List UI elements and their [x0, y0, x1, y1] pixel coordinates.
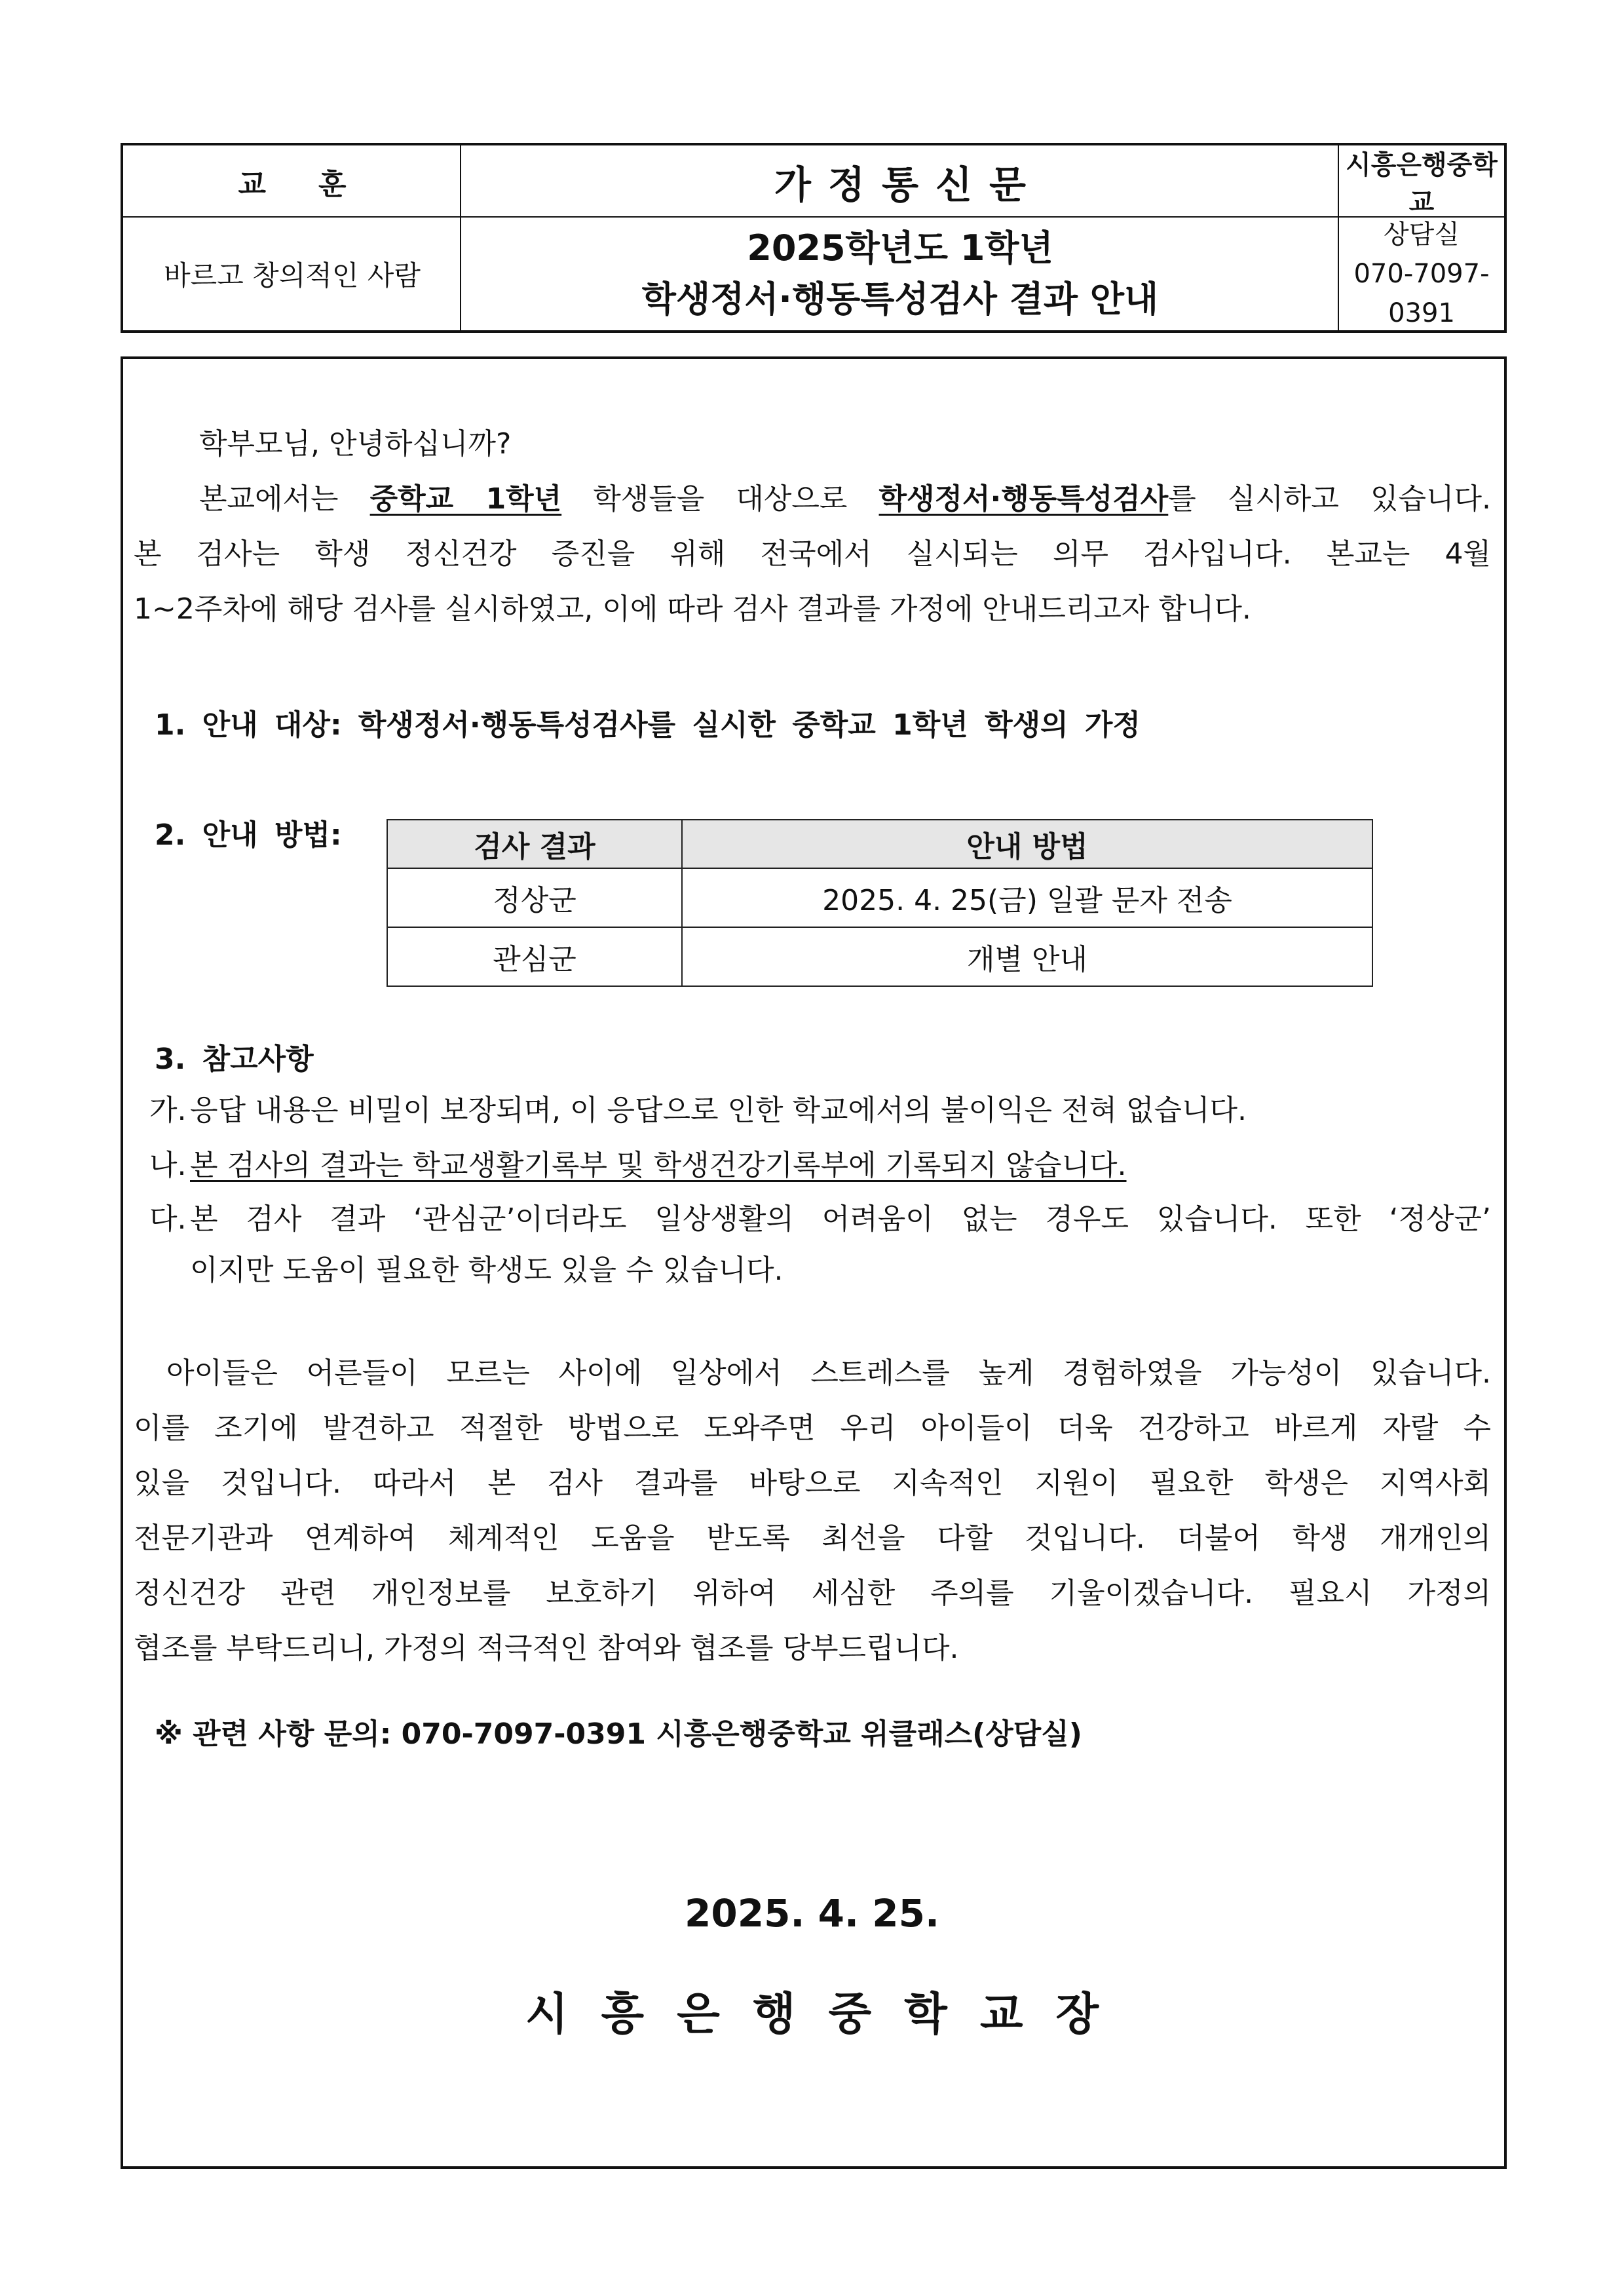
principal-signature: 시흥은행중학교장	[525, 1989, 1132, 2040]
issue-date: 2025. 4. 25.	[685, 1891, 939, 1936]
section-1-target: 1. 안내 대상: 학생정서·행동특성검사를 실시한 중학교 1학년 학생의 가정	[155, 708, 1141, 742]
table-cell: 2025. 4. 25(금) 일괄 문자 전송	[682, 868, 1372, 927]
test-name: 학생정서·행동특성검사	[878, 482, 1169, 516]
section-3-title: 3. 참고사항	[155, 1043, 314, 1076]
intro-text: 를 실시하고 있습니다.	[1168, 482, 1491, 516]
table-header-row	[387, 820, 1372, 868]
greeting: 학부모님, 안녕하십니까?	[199, 427, 512, 461]
school-motto: 바르고 창의적인 사람	[164, 259, 421, 292]
table-header: 검사 결과	[387, 820, 682, 868]
closing-line: 전문기관과 연계하여 체계적인 도움을 받도록 최선을 다할 것입니다. 더불어 학생 개개인의	[134, 1521, 1491, 1555]
subtitle-line1: 2025학년도 1학년	[747, 227, 1053, 269]
table-header: 안내 방법	[682, 820, 1372, 868]
note-item	[149, 1085, 1491, 1136]
closing-line: 있을 것입니다. 따라서 본 검사 결과를 바탕으로 지속적인 지원이 필요한 학생은 지역사회	[134, 1466, 1491, 1500]
note-text: 응답 내용은 비밀이 보장되며, 이 응답으로 인한 학교에서의 불이익은 전혀 없습니다.	[190, 1094, 1247, 1127]
intro-line-2: 본 검사는 학생 정신건강 증진을 위해 전국에서 실시되는 의무 검사입니다. 본교는 4월	[134, 537, 1491, 571]
target-grade: 중학교 1학년	[369, 482, 562, 516]
note-label: 다.	[149, 1202, 187, 1236]
intro-line-3: 1~2주차에 해당 검사를 실시하였고, 이에 따라 검사 결과를 가정에 안내드리고자 합니다.	[134, 592, 1251, 626]
table-cell: 개별 안내	[682, 927, 1372, 986]
note-item	[149, 1194, 1491, 1296]
contact-office: 상담실	[1384, 220, 1460, 250]
intro-text: 학생들을 대상으로	[561, 482, 879, 516]
closing-line: 정신건강 관련 개인정보를 보호하기 위하여 세심한 주의를 기울이겠습니다. 필요시 가정의	[134, 1577, 1491, 1610]
closing-paragraph	[134, 1346, 1491, 1676]
intro-text: 본교에서는	[199, 482, 370, 516]
table-cell: 정상군	[387, 868, 682, 927]
table-cell: 관심군	[387, 927, 682, 986]
note-line	[149, 1194, 1491, 1245]
intro-paragraph	[134, 417, 1491, 637]
closing-line: 협조를 부탁드리니, 가정의 적극적인 참여와 협조를 당부드립니다.	[134, 1632, 959, 1665]
header-table	[121, 143, 1507, 333]
header-contact	[1339, 218, 1504, 330]
closing-line: 이를 조기에 발견하고 적절한 방법으로 도와주면 우리 아이들이 더욱 건강하고 바르게 자랄 수	[134, 1411, 1491, 1445]
table-row	[387, 868, 1372, 927]
method-table	[387, 819, 1373, 987]
intro-line-1	[134, 472, 1491, 527]
motto-label: 교훈	[238, 168, 399, 201]
closing-line: 아이들은 어른들이 모르는 사이에 일상에서 스트레스를 높게 경험하였을 가능성이 있습니다.	[166, 1356, 1491, 1390]
school-name: 시흥은행중학교	[1346, 150, 1498, 218]
note-label: 나.	[149, 1149, 187, 1182]
doc-type-title: 가정통신문	[774, 163, 1044, 207]
subtitle-line2: 학생정서·행동특성검사 결과 안내	[641, 278, 1159, 320]
section-2-title: 2. 안내 방법:	[155, 818, 342, 852]
document-subtitle	[461, 218, 1339, 330]
note-item	[149, 1140, 1491, 1191]
note-text: 본 검사 결과 ‘관심군’이더라도 일상생활의 어려움이 없는 경우도 있습니다. 또한 ‘정상군’	[190, 1202, 1491, 1236]
note-label: 가.	[149, 1094, 187, 1127]
table-row	[387, 927, 1372, 986]
note-text-continued: 이지만 도움이 필요한 학생도 있을 수 있습니다.	[190, 1253, 784, 1287]
inquiry-contact: ※ 관련 사항 문의: 070-7097-0391 시흥은행중학교 위클래스(상담실)	[155, 1717, 1082, 1751]
note-text: 본 검사의 결과는 학교생활기록부 및 학생건강기록부에 기록되지 않습니다.	[190, 1149, 1127, 1182]
contact-phone: 070-7097-0391	[1353, 259, 1490, 328]
